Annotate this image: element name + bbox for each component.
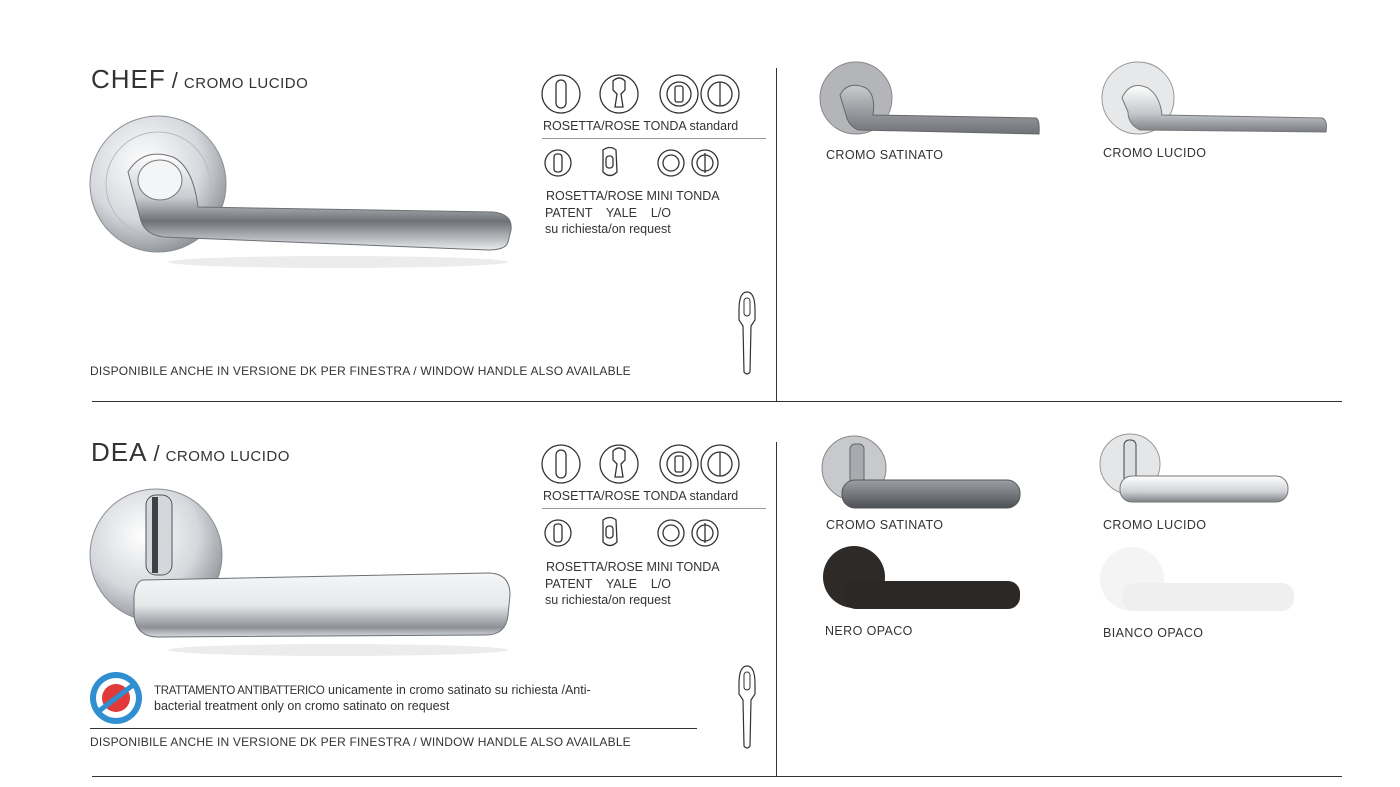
chef-finish: CROMO LUCIDO xyxy=(183,75,309,92)
chef-variant-lucido-image xyxy=(1100,60,1335,140)
chef-rose-mini-icons xyxy=(543,146,723,182)
window-handle-icon xyxy=(735,290,759,378)
dea-rose-mini-icons xyxy=(543,516,723,552)
dea-mini-types: PATENT YALE L/O xyxy=(545,577,671,591)
dea-rose-standard-icons xyxy=(541,442,771,486)
dea-model-name: DEA xyxy=(91,437,148,467)
chef-variant-satinato-image xyxy=(818,60,1043,140)
chef-main-handle-image xyxy=(88,112,518,272)
chef-variant-label: CROMO SATINATO xyxy=(826,148,944,162)
dea-rose-standard-label: ROSETTA/ROSE TONDA standard xyxy=(543,489,739,503)
chef-model-name: CHEF xyxy=(91,64,166,94)
chef-rose-mini-label: ROSETTA/ROSE MINI TONDA xyxy=(546,189,720,203)
antibacterial-text: unicamente in cromo satinato su richiesta /Anti- xyxy=(324,683,591,697)
dea-variant-lucido-image xyxy=(1098,434,1293,510)
chef-title: CHEF / CROMO LUCIDO xyxy=(91,64,309,94)
dea-variant-label: CROMO LUCIDO xyxy=(1103,518,1207,532)
chef-dk-note: DISPONIBILE ANCHE IN VERSIONE DK PER FINESTRA / WINDOW HANDLE ALSO AVAILABLE xyxy=(90,364,631,378)
dea-title: DEA / CROMO LUCIDO xyxy=(91,437,290,467)
dea-variant-nero-image xyxy=(822,545,1022,615)
dea-main-handle-image xyxy=(88,485,518,660)
dea-dk-note: DISPONIBILE ANCHE IN VERSIONE DK PER FINESTRA / WINDOW HANDLE ALSO AVAILABLE xyxy=(90,735,631,749)
chef-variant-label: CROMO LUCIDO xyxy=(1103,146,1207,160)
chef-mini-types: PATENT YALE L/O xyxy=(545,206,671,220)
dea-variant-bianco-image xyxy=(1098,545,1298,617)
antibacterial-bold: TRATTAMENTO ANTIBATTERICO xyxy=(154,685,325,697)
antibacterial-note-line2: bacterial treatment only on cromo satinato on request xyxy=(154,699,450,713)
window-handle-icon xyxy=(735,664,759,752)
dea-on-request: su richiesta/on request xyxy=(545,593,671,607)
antibacterial-badge-icon xyxy=(89,671,143,725)
antibacterial-note xyxy=(154,683,674,699)
dea-rose-mini-label: ROSETTA/ROSE MINI TONDA xyxy=(546,560,720,574)
dea-variant-label: BIANCO OPACO xyxy=(1103,626,1204,640)
chef-on-request: su richiesta/on request xyxy=(545,222,671,236)
chef-rose-standard-icons xyxy=(541,72,771,116)
dea-finish: CROMO LUCIDO xyxy=(165,448,290,465)
dea-variant-label: NERO OPACO xyxy=(825,624,913,638)
dea-variant-label: CROMO SATINATO xyxy=(826,518,944,532)
chef-rose-standard-label: ROSETTA/ROSE TONDA standard xyxy=(543,119,739,133)
dea-variant-satinato-image xyxy=(820,434,1025,512)
